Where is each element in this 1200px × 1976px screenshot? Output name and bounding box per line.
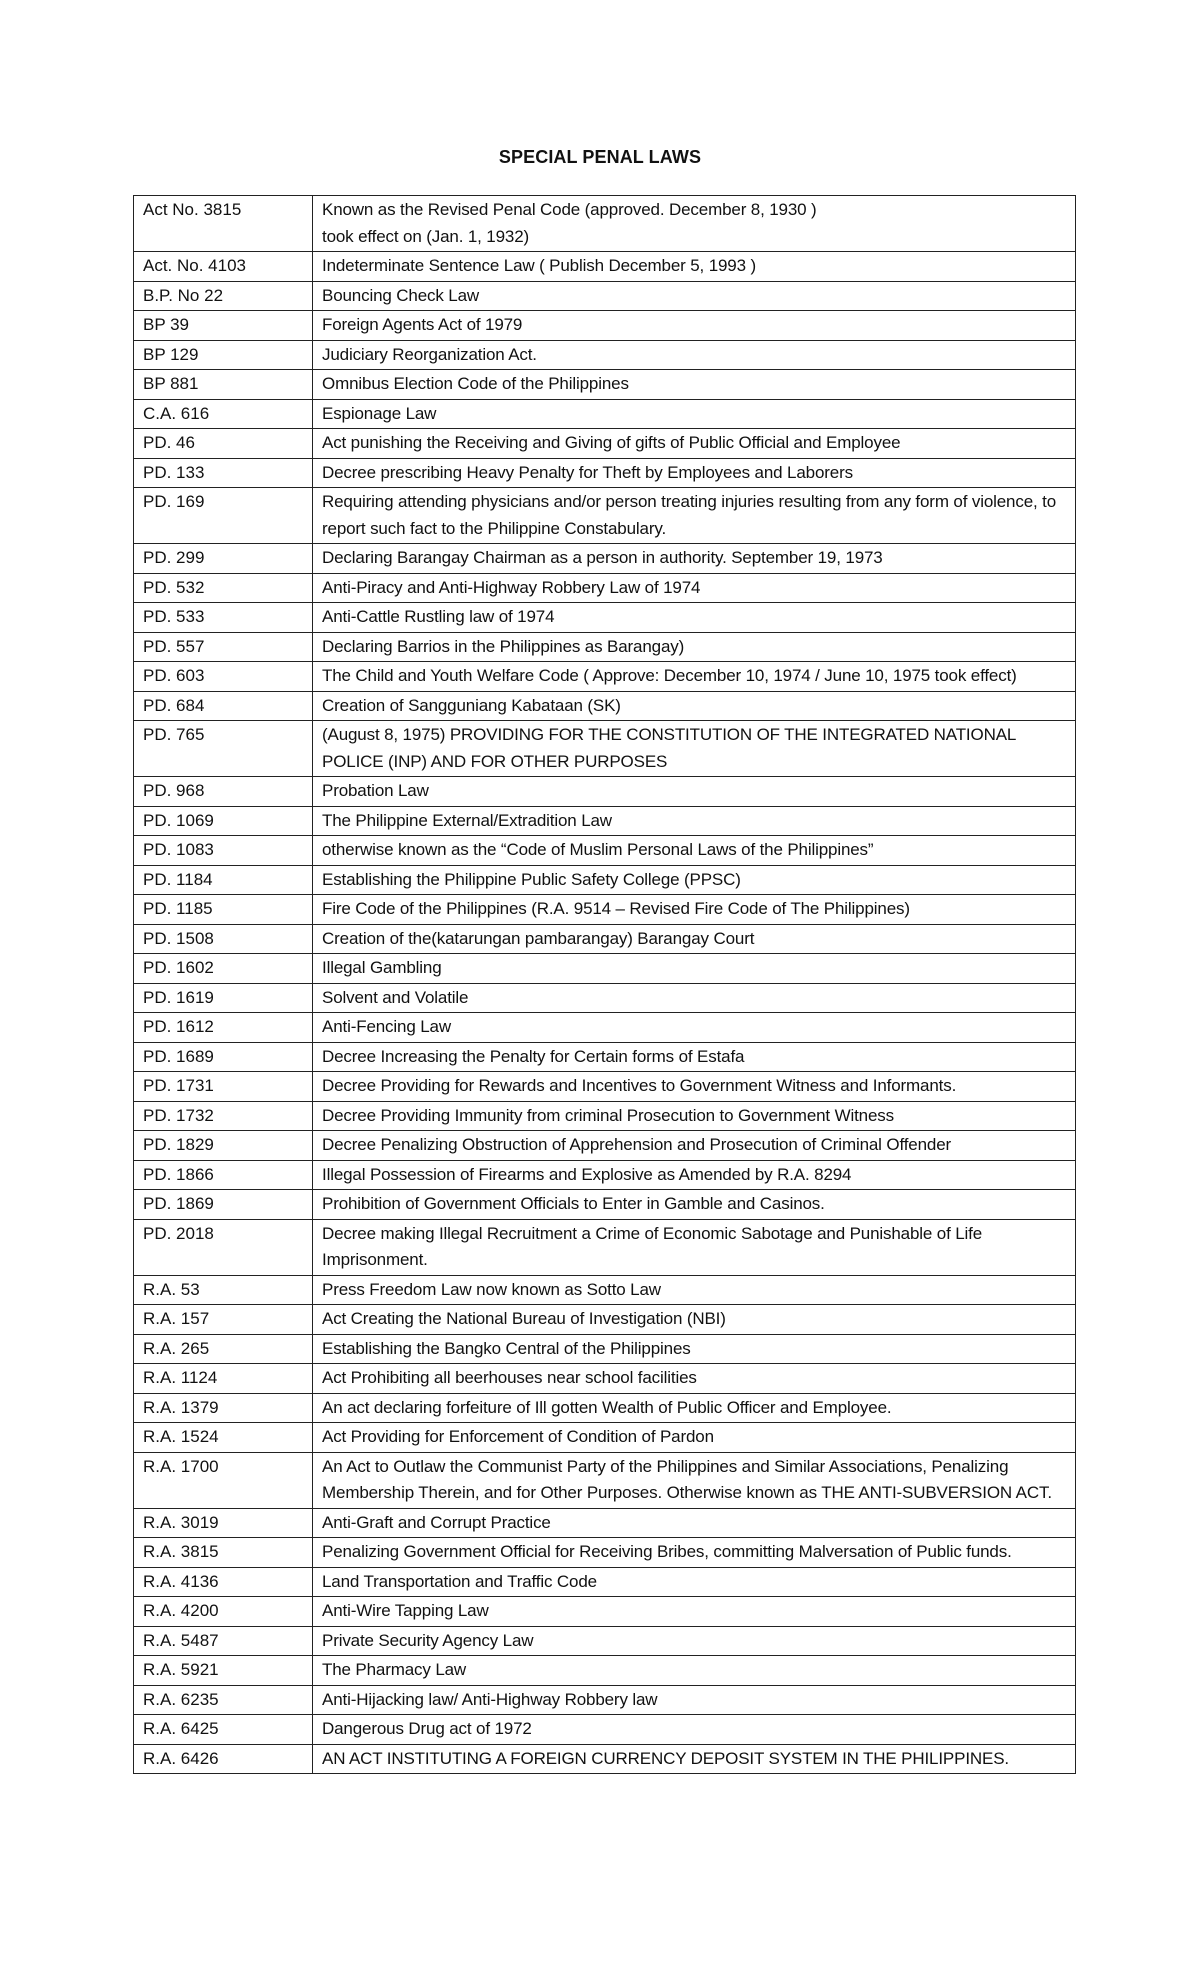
table-row xyxy=(134,924,1076,954)
law-code-cell: PD. 684 xyxy=(134,691,313,721)
table-row xyxy=(134,1685,1076,1715)
table-row xyxy=(134,252,1076,282)
table-row xyxy=(134,1364,1076,1394)
table-row xyxy=(134,1219,1076,1275)
law-description-cell: Press Freedom Law now known as Sotto Law xyxy=(313,1275,1076,1305)
law-description-cell: Act punishing the Receiving and Giving of gifts of Public Official and Employee xyxy=(313,429,1076,459)
law-description-cell: Espionage Law xyxy=(313,399,1076,429)
law-description-cell: Fire Code of the Philippines (R.A. 9514 – Revised Fire Code of The Philippines) xyxy=(313,895,1076,925)
table-row xyxy=(134,1160,1076,1190)
table-row xyxy=(134,1423,1076,1453)
law-code-cell: R.A. 5487 xyxy=(134,1626,313,1656)
table-row xyxy=(134,691,1076,721)
law-code-cell: R.A. 5921 xyxy=(134,1656,313,1686)
law-description-cell: Declaring Barangay Chairman as a person in authority. September 19, 1973 xyxy=(313,544,1076,574)
law-code-cell: PD. 169 xyxy=(134,488,313,544)
law-description-cell: Establishing the Philippine Public Safety College (PPSC) xyxy=(313,865,1076,895)
law-code-cell: PD. 1619 xyxy=(134,983,313,1013)
law-description-cell: Decree Penalizing Obstruction of Apprehension and Prosecution of Criminal Offender xyxy=(313,1131,1076,1161)
law-description-cell: Anti-Wire Tapping Law xyxy=(313,1597,1076,1627)
table-row xyxy=(134,573,1076,603)
table-row xyxy=(134,458,1076,488)
law-code-cell: Act No. 3815 xyxy=(134,196,313,252)
law-code-cell: PD. 1829 xyxy=(134,1131,313,1161)
table-row xyxy=(134,632,1076,662)
table-row xyxy=(134,954,1076,984)
table-row xyxy=(134,1597,1076,1627)
law-code-cell: BP 881 xyxy=(134,370,313,400)
law-code-cell: PD. 1612 xyxy=(134,1013,313,1043)
law-description-cell: Decree making Illegal Recruitment a Crime of Economic Sabotage and Punishable of Life Imprisonment. xyxy=(313,1219,1076,1275)
law-code-cell: PD. 968 xyxy=(134,777,313,807)
law-code-cell: PD. 533 xyxy=(134,603,313,633)
table-row xyxy=(134,895,1076,925)
table-row xyxy=(134,311,1076,341)
law-description-cell: Decree Providing for Rewards and Incentives to Government Witness and Informants. xyxy=(313,1072,1076,1102)
law-description-cell: Act Creating the National Bureau of Investigation (NBI) xyxy=(313,1305,1076,1335)
law-code-cell: PD. 1689 xyxy=(134,1042,313,1072)
law-description-cell: Dangerous Drug act of 1972 xyxy=(313,1715,1076,1745)
law-code-cell: R.A. 6425 xyxy=(134,1715,313,1745)
table-row xyxy=(134,1626,1076,1656)
law-description-cell: Anti-Hijacking law/ Anti-Highway Robbery law xyxy=(313,1685,1076,1715)
table-row xyxy=(134,721,1076,777)
law-description-cell: Anti-Piracy and Anti-Highway Robbery Law of 1974 xyxy=(313,573,1076,603)
law-description-cell: Illegal Gambling xyxy=(313,954,1076,984)
law-code-cell: R.A. 6426 xyxy=(134,1744,313,1774)
law-description-cell: Prohibition of Government Officials to Enter in Gamble and Casinos. xyxy=(313,1190,1076,1220)
table-row xyxy=(134,865,1076,895)
law-code-cell: Act. No. 4103 xyxy=(134,252,313,282)
law-code-cell: R.A. 1524 xyxy=(134,1423,313,1453)
table-row xyxy=(134,1190,1076,1220)
table-row xyxy=(134,1101,1076,1131)
law-description-cell: Decree prescribing Heavy Penalty for Theft by Employees and Laborers xyxy=(313,458,1076,488)
law-code-cell: PD. 1185 xyxy=(134,895,313,925)
table-row xyxy=(134,836,1076,866)
law-description-cell: Penalizing Government Official for Receiving Bribes, committing Malversation of Public funds. xyxy=(313,1538,1076,1568)
table-row xyxy=(134,1508,1076,1538)
law-description-cell: The Pharmacy Law xyxy=(313,1656,1076,1686)
table-row xyxy=(134,399,1076,429)
table-row xyxy=(134,488,1076,544)
law-description-cell: The Child and Youth Welfare Code ( Approve: December 10, 1974 / June 10, 1975 took effect) xyxy=(313,662,1076,692)
law-code-cell: PD. 1866 xyxy=(134,1160,313,1190)
law-description-cell: Act Providing for Enforcement of Condition of Pardon xyxy=(313,1423,1076,1453)
law-description-cell: An act declaring forfeiture of Ill gotten Wealth of Public Officer and Employee. xyxy=(313,1393,1076,1423)
law-description-cell: Known as the Revised Penal Code (approved. December 8, 1930 ) took effect on (Jan. 1, 1932) xyxy=(313,196,1076,252)
table-row xyxy=(134,1072,1076,1102)
law-code-cell: R.A. 1124 xyxy=(134,1364,313,1394)
table-row xyxy=(134,1393,1076,1423)
law-description-cell: otherwise known as the “Code of Muslim Personal Laws of the Philippines” xyxy=(313,836,1076,866)
table-row xyxy=(134,1042,1076,1072)
law-code-cell: C.A. 616 xyxy=(134,399,313,429)
law-code-cell: PD. 46 xyxy=(134,429,313,459)
law-description-cell: Anti-Fencing Law xyxy=(313,1013,1076,1043)
table-row xyxy=(134,806,1076,836)
law-code-cell: PD. 1083 xyxy=(134,836,313,866)
law-code-cell: BP 129 xyxy=(134,340,313,370)
table-row xyxy=(134,777,1076,807)
law-description-cell: Act Prohibiting all beerhouses near school facilities xyxy=(313,1364,1076,1394)
table-row xyxy=(134,1131,1076,1161)
law-code-cell: BP 39 xyxy=(134,311,313,341)
law-description-cell: Anti-Cattle Rustling law of 1974 xyxy=(313,603,1076,633)
table-row xyxy=(134,1744,1076,1774)
law-description-cell: (August 8, 1975) PROVIDING FOR THE CONSTITUTION OF THE INTEGRATED NATIONAL POLICE (INP) AND FOR OTHER PURPOSES xyxy=(313,721,1076,777)
law-description-cell: Probation Law xyxy=(313,777,1076,807)
table-row xyxy=(134,196,1076,252)
law-code-cell: PD. 532 xyxy=(134,573,313,603)
table-row xyxy=(134,281,1076,311)
law-code-cell: PD. 2018 xyxy=(134,1219,313,1275)
table-row xyxy=(134,1275,1076,1305)
law-description-cell: Anti-Graft and Corrupt Practice xyxy=(313,1508,1076,1538)
law-description-cell: Indeterminate Sentence Law ( Publish December 5, 1993 ) xyxy=(313,252,1076,282)
law-code-cell: R.A. 3019 xyxy=(134,1508,313,1538)
law-description-cell: Establishing the Bangko Central of the Philippines xyxy=(313,1334,1076,1364)
law-code-cell: PD. 1602 xyxy=(134,954,313,984)
law-description-cell: Declaring Barrios in the Philippines as Barangay) xyxy=(313,632,1076,662)
table-row xyxy=(134,1715,1076,1745)
law-description-cell: Land Transportation and Traffic Code xyxy=(313,1567,1076,1597)
law-description-cell: An Act to Outlaw the Communist Party of the Philippines and Similar Associations, Penalizing Membership Therein, and for Other Purposes. Otherwise known as THE ANTI-SUBVERSION ACT. xyxy=(313,1452,1076,1508)
law-description-cell: The Philippine External/Extradition Law xyxy=(313,806,1076,836)
law-code-cell: R.A. 4200 xyxy=(134,1597,313,1627)
laws-table xyxy=(133,195,1076,1774)
laws-table-body xyxy=(134,196,1076,1774)
law-description-cell: Bouncing Check Law xyxy=(313,281,1076,311)
law-code-cell: PD. 1869 xyxy=(134,1190,313,1220)
law-code-cell: PD. 133 xyxy=(134,458,313,488)
table-row xyxy=(134,1013,1076,1043)
law-description-cell: Creation of the(katarungan pambarangay) Barangay Court xyxy=(313,924,1076,954)
table-row xyxy=(134,370,1076,400)
law-code-cell: R.A. 6235 xyxy=(134,1685,313,1715)
table-row xyxy=(134,340,1076,370)
law-description-cell: Solvent and Volatile xyxy=(313,983,1076,1013)
table-row xyxy=(134,1334,1076,1364)
law-description-cell: Judiciary Reorganization Act. xyxy=(313,340,1076,370)
law-code-cell: PD. 1508 xyxy=(134,924,313,954)
law-code-cell: PD. 765 xyxy=(134,721,313,777)
table-row xyxy=(134,544,1076,574)
table-row xyxy=(134,429,1076,459)
law-code-cell: R.A. 53 xyxy=(134,1275,313,1305)
law-code-cell: R.A. 4136 xyxy=(134,1567,313,1597)
page-title: SPECIAL PENAL LAWS xyxy=(498,147,702,167)
law-code-cell: PD. 1184 xyxy=(134,865,313,895)
law-code-cell: PD. 299 xyxy=(134,544,313,574)
law-description-cell: Illegal Possession of Firearms and Explosive as Amended by R.A. 8294 xyxy=(313,1160,1076,1190)
law-description-cell: Private Security Agency Law xyxy=(313,1626,1076,1656)
table-row xyxy=(134,1567,1076,1597)
law-description-cell: Decree Providing Immunity from criminal Prosecution to Government Witness xyxy=(313,1101,1076,1131)
table-row xyxy=(134,662,1076,692)
table-row xyxy=(134,1656,1076,1686)
table-row xyxy=(134,1305,1076,1335)
law-code-cell: R.A. 157 xyxy=(134,1305,313,1335)
law-description-cell: Decree Increasing the Penalty for Certain forms of Estafa xyxy=(313,1042,1076,1072)
law-code-cell: B.P. No 22 xyxy=(134,281,313,311)
law-code-cell: PD. 603 xyxy=(134,662,313,692)
law-code-cell: PD. 1731 xyxy=(134,1072,313,1102)
law-code-cell: R.A. 1379 xyxy=(134,1393,313,1423)
law-code-cell: R.A. 3815 xyxy=(134,1538,313,1568)
law-description-cell: Foreign Agents Act of 1979 xyxy=(313,311,1076,341)
law-code-cell: R.A. 265 xyxy=(134,1334,313,1364)
law-description-cell: Creation of Sangguniang Kabataan (SK) xyxy=(313,691,1076,721)
law-code-cell: R.A. 1700 xyxy=(134,1452,313,1508)
table-row xyxy=(134,603,1076,633)
table-row xyxy=(134,983,1076,1013)
law-description-cell: AN ACT INSTITUTING A FOREIGN CURRENCY DEPOSIT SYSTEM IN THE PHILIPPINES. xyxy=(313,1744,1076,1774)
law-description-cell: Requiring attending physicians and/or person treating injuries resulting from any form of violence, to report such fact to the Philippine Constabulary. xyxy=(313,488,1076,544)
table-row xyxy=(134,1452,1076,1508)
law-code-cell: PD. 1069 xyxy=(134,806,313,836)
law-code-cell: PD. 1732 xyxy=(134,1101,313,1131)
table-row xyxy=(134,1538,1076,1568)
law-code-cell: PD. 557 xyxy=(134,632,313,662)
law-description-cell: Omnibus Election Code of the Philippines xyxy=(313,370,1076,400)
